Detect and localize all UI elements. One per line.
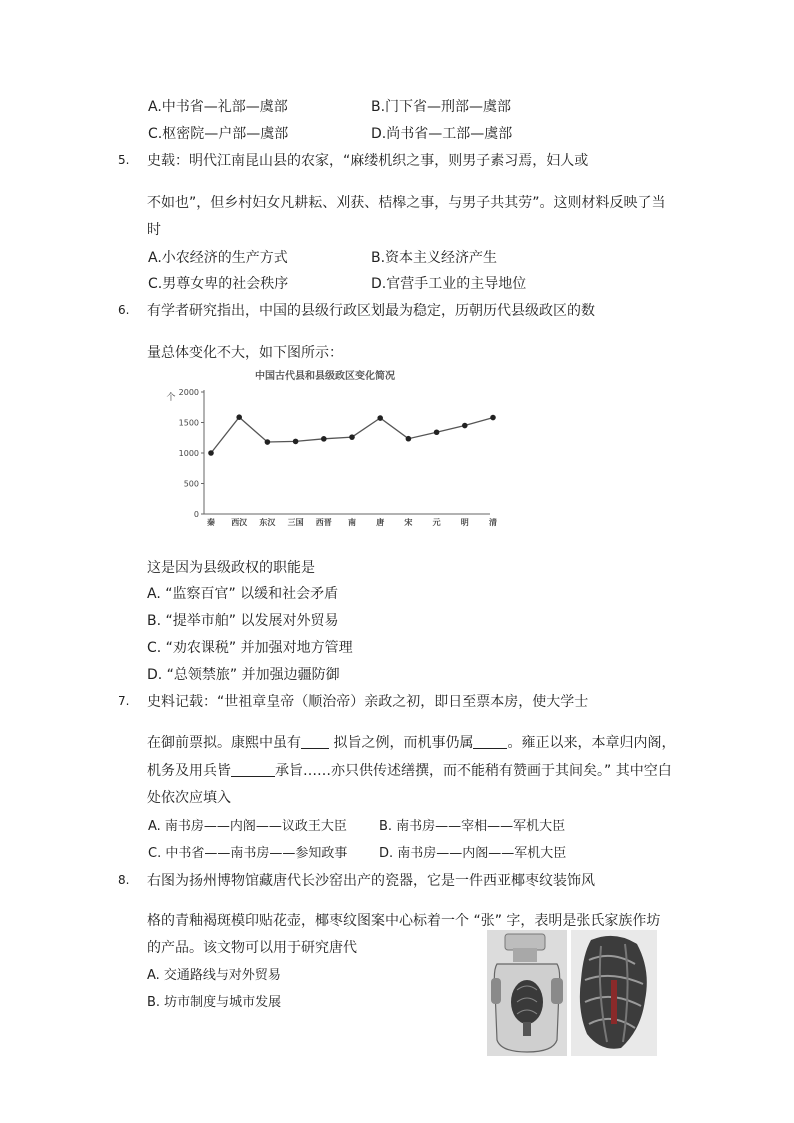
chart-x-tick-label: 元	[432, 517, 441, 527]
q8-number: 8.	[118, 873, 130, 887]
chart-x-ticks	[206, 517, 497, 527]
q5-stem-line3: 时	[147, 222, 161, 238]
chart-data-point	[349, 434, 355, 440]
q6-number: 6.	[118, 303, 130, 317]
date-palm-relief-photo	[571, 930, 657, 1056]
chart-x-tick-label: 唐	[376, 517, 385, 527]
ewer-photo	[487, 930, 567, 1056]
chart-y-tick-label: 2000	[178, 388, 199, 397]
chart-y-axis-label: 个	[166, 393, 176, 403]
chart-data-points	[208, 414, 496, 455]
q5-option-b: B.资本主义经济产生	[371, 250, 498, 266]
chart-data-point	[236, 414, 242, 420]
q5-option-a: A.小农经济的生产方式	[148, 250, 288, 266]
chart-data-point	[490, 415, 496, 421]
chart-data-point	[406, 436, 412, 442]
q7-option-a: A. 南书房——内阁——议政王大臣	[148, 819, 347, 834]
q5-option-d: D.官营手工业的主导地位	[371, 276, 527, 292]
chart-x-tick-label: 西汉	[231, 517, 248, 527]
q7-line3-part2: 承旨……亦只供传述缮撰，而不能稍有赞画于其间矣。” 其中空白	[275, 763, 672, 779]
chart-data-point	[434, 429, 440, 435]
q6-option-c: C. “劝农课税” 并加强对地方管理	[147, 640, 353, 656]
q8-stem-line1: 右图为扬州博物馆藏唐代长沙窑出产的瓷器，它是一件西亚椰枣纹装饰风	[147, 873, 595, 889]
q4-option-a: A.中书省—礼部—虞部	[148, 99, 288, 115]
chart-y-tick-label: 0	[193, 510, 199, 519]
chart-data-point	[462, 423, 468, 429]
q8-stem-line3: 的产品。该文物可以用于研究唐代	[147, 940, 357, 956]
chart-title: 中国古代县和县级政区变化简况	[255, 371, 395, 382]
q7-blank-1	[301, 734, 329, 749]
chart-y-ticks	[179, 388, 204, 519]
chart-data-point	[321, 436, 327, 442]
chart-x-tick-label: 东汉	[259, 517, 276, 527]
chart-data-point	[377, 415, 383, 421]
q5-option-c: C.男尊女卑的社会秩序	[148, 276, 289, 292]
chart-x-tick-label: 清	[489, 517, 497, 527]
q6-question: 这是因为县级政权的职能是	[147, 560, 315, 576]
county-count-line-chart	[160, 362, 510, 528]
q7-number: 7.	[118, 694, 130, 708]
chart-data-point	[293, 439, 299, 445]
q8-stem-line2: 格的青釉褐斑模印贴花壶，椰枣纹图案中心标着一个 “张” 字，表明是张氏家族作坊	[147, 913, 661, 929]
q7-line3-part1: 机务及用兵皆	[147, 763, 231, 779]
q5-stem-line2: 不如也”，但乡村妇女凡耕耘、刈获、桔槔之事，与男子共其劳”。这则材料反映了当	[147, 195, 666, 211]
chart-data-point	[265, 439, 271, 445]
chart-x-tick-label: 明	[460, 517, 469, 527]
q8-option-a: A. 交通路线与对外贸易	[147, 968, 281, 983]
q7-stem-line3	[147, 760, 672, 780]
chart-x-tick-label: 三国	[287, 517, 304, 527]
chart-y-tick-label: 1500	[178, 418, 199, 428]
q5-number: 5.	[118, 153, 130, 167]
q6-stem-line1: 有学者研究指出，中国的县级行政区划最为稳定，历朝历代县级政区的数	[147, 303, 595, 319]
q4-option-d: D.尚书省—工部—虞部	[371, 126, 513, 142]
chart-x-tick-label: 秦	[207, 517, 215, 527]
q7-blank-2	[473, 734, 507, 749]
q6-stem-line2: 量总体变化不大，如下图所示：	[147, 345, 343, 361]
q7-stem-line2	[147, 732, 675, 752]
q7-stem-line4: 处依次应填入	[147, 790, 231, 806]
q7-stem-line1: 史料记载：“世祖章皇帝（顺治帝）亲政之初，即日至票本房，使大学士	[147, 694, 589, 710]
chart-data-point	[208, 450, 214, 456]
q6-option-b: B. “提举市舶” 以发展对外贸易	[147, 613, 339, 629]
chart-x-tick-label: 西晋	[315, 517, 332, 527]
q7-option-d: D. 南书房——内阁——军机大臣	[379, 846, 567, 861]
chart-y-tick-label: 500	[183, 479, 199, 489]
q7-blank-3	[231, 762, 275, 777]
q6-option-a: A. “监察百官” 以缓和社会矛盾	[147, 586, 339, 602]
q7-line2-part3: 。雍正以来，本章归内阁，	[507, 735, 676, 751]
chart-y-tick-label: 1000	[178, 449, 199, 458]
q7-option-b: B. 南书房——宰相——军机大臣	[379, 819, 566, 834]
q7-option-c: C. 中书省——南书房——参知政事	[148, 846, 348, 861]
q7-line2-part2: 拟旨之例，而机事仍属	[333, 735, 474, 751]
q4-option-c: C.枢密院—户部—虞部	[148, 126, 289, 142]
q7-line2-part1: 在御前票拟。康熙中虽有	[147, 735, 301, 751]
q5-stem-line1: 史载：明代江南昆山县的农家，“麻缕机织之事，则男子素习焉，妇人或	[147, 153, 589, 169]
chart-x-tick-label: 宋	[404, 517, 413, 527]
q4-option-b: B.门下省—刑部—虞部	[371, 99, 512, 115]
q6-option-d: D. “总领禁旅” 并加强边疆防御	[147, 667, 340, 683]
chart-axes	[204, 390, 490, 514]
q8-option-b: B. 坊市制度与城市发展	[147, 995, 282, 1010]
chart-x-tick-label: 南	[348, 517, 356, 527]
